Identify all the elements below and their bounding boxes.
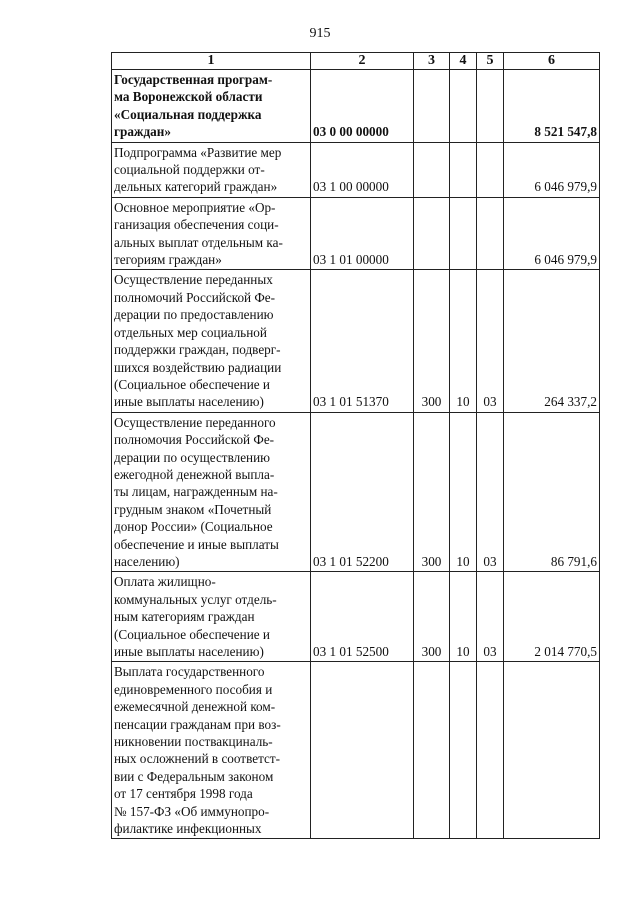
row-name-line: единовременного пособия и bbox=[114, 681, 273, 697]
row-name bbox=[112, 142, 311, 197]
row-name-line: полномочия Российской Фе- bbox=[114, 432, 275, 448]
row-name-line: коммунальных услуг отдель- bbox=[114, 591, 277, 607]
row-name-line: грудным знаком «Почетный bbox=[114, 501, 272, 517]
column-header-pr: 5 bbox=[477, 53, 504, 70]
row-name-line: вии с Федеральным законом bbox=[114, 768, 274, 784]
row-name-line: (Социальное обеспечение и bbox=[114, 626, 270, 642]
row-name-line: филактике инфекционных bbox=[114, 821, 262, 837]
row-name-line: отдельных мер социальной bbox=[114, 324, 267, 340]
row-vr bbox=[414, 662, 450, 839]
row-name bbox=[112, 197, 311, 270]
row-amount: 86 791,6 bbox=[504, 412, 600, 572]
row-rz: 10 bbox=[450, 572, 477, 662]
row-name-line: Осуществление переданных bbox=[114, 272, 273, 288]
row-vr: 300 bbox=[414, 412, 450, 572]
column-header-amount: 6 bbox=[504, 53, 600, 70]
table-row bbox=[112, 197, 600, 270]
row-amount: 2 014 770,5 bbox=[504, 572, 600, 662]
row-code: 03 0 00 00000 bbox=[311, 70, 414, 143]
row-name-line: пенсации гражданам при воз- bbox=[114, 716, 281, 732]
row-name-line: тегориям граждан» bbox=[114, 252, 222, 268]
row-amount: 6 046 979,9 bbox=[504, 142, 600, 197]
column-header-rz: 4 bbox=[450, 53, 477, 70]
row-name-line: дерации по предоставлению bbox=[114, 307, 274, 323]
row-name-line: «Социальная поддержка bbox=[114, 106, 262, 122]
row-name-line: ных осложнений в соответст- bbox=[114, 751, 281, 767]
row-name-line: ма Воронежской области bbox=[114, 89, 263, 105]
row-name-line: ежегодной денежной выпла- bbox=[114, 466, 275, 482]
header-row bbox=[112, 53, 600, 70]
row-rz bbox=[450, 662, 477, 839]
row-name bbox=[112, 662, 311, 839]
table-row bbox=[112, 142, 600, 197]
row-name-line: альных выплат отдельным ка- bbox=[114, 234, 283, 250]
row-code: 03 1 01 52200 bbox=[311, 412, 414, 572]
row-pr bbox=[477, 142, 504, 197]
table-row bbox=[112, 572, 600, 662]
column-header-code: 2 bbox=[311, 53, 414, 70]
row-rz bbox=[450, 142, 477, 197]
row-name-line: дерации по осуществлению bbox=[114, 449, 271, 465]
table-row bbox=[112, 70, 600, 143]
row-amount bbox=[504, 662, 600, 839]
row-name-line: Оплата жилищно- bbox=[114, 574, 216, 590]
row-name-line: иные выплаты населению) bbox=[114, 644, 264, 659]
row-amount: 6 046 979,9 bbox=[504, 197, 600, 270]
row-pr bbox=[477, 662, 504, 839]
row-name-line: населению) bbox=[114, 553, 180, 569]
row-code: 03 1 00 00000 bbox=[311, 142, 414, 197]
row-name bbox=[112, 412, 311, 572]
row-code: 03 1 01 00000 bbox=[311, 197, 414, 270]
column-header-name: 1 bbox=[112, 53, 311, 70]
row-name-line: шихся воздействию радиации bbox=[114, 359, 282, 375]
row-vr: 300 bbox=[414, 572, 450, 662]
row-code: 03 1 01 52500 bbox=[311, 572, 414, 662]
row-rz bbox=[450, 197, 477, 270]
row-vr bbox=[414, 197, 450, 270]
row-pr bbox=[477, 70, 504, 143]
row-vr bbox=[414, 142, 450, 197]
row-name-line: донор России» (Социальное bbox=[114, 519, 273, 535]
row-code: 03 1 01 51370 bbox=[311, 270, 414, 412]
row-rz bbox=[450, 70, 477, 143]
row-name-line: полномочий Российской Фе- bbox=[114, 289, 276, 305]
row-code bbox=[311, 662, 414, 839]
row-name-line: (Социальное обеспечение и bbox=[114, 376, 270, 392]
column-header-vr: 3 bbox=[414, 53, 450, 70]
row-amount: 8 521 547,8 bbox=[504, 70, 600, 143]
budget-table bbox=[111, 52, 600, 839]
table-row bbox=[112, 270, 600, 412]
row-name-line: Выплата государственного bbox=[114, 664, 265, 680]
row-name-line: № 157-ФЗ «Об иммунопро- bbox=[114, 803, 270, 819]
row-rz: 10 bbox=[450, 270, 477, 412]
row-vr: 300 bbox=[414, 270, 450, 412]
row-pr bbox=[477, 197, 504, 270]
row-name-line: дельных категорий граждан» bbox=[114, 179, 278, 195]
page-number: 915 bbox=[309, 26, 331, 41]
row-name bbox=[112, 70, 311, 143]
table-row bbox=[112, 412, 600, 572]
row-rz: 10 bbox=[450, 412, 477, 572]
row-pr: 03 bbox=[477, 412, 504, 572]
row-name-line: ежемесячной денежной ком- bbox=[114, 699, 276, 715]
row-name-line: никновении поствакциналь- bbox=[114, 734, 273, 750]
row-amount: 264 337,2 bbox=[504, 270, 600, 412]
row-name-line: Осуществление переданного bbox=[114, 414, 276, 430]
row-name-line: ным категориям граждан bbox=[114, 609, 255, 625]
row-name-line: Основное мероприятие «Ор- bbox=[114, 199, 276, 215]
row-name-line: ганизация обеспечения соци- bbox=[114, 217, 279, 233]
row-name-line: обеспечение и иные выплаты bbox=[114, 536, 279, 552]
row-name-line: ты лицам, награжденным на- bbox=[114, 484, 278, 500]
row-name-line: Подпрограмма «Развитие мер bbox=[114, 144, 282, 160]
row-name bbox=[112, 270, 311, 412]
table-row bbox=[112, 662, 600, 839]
row-vr bbox=[414, 70, 450, 143]
row-pr: 03 bbox=[477, 270, 504, 412]
row-name bbox=[112, 572, 311, 662]
row-pr: 03 bbox=[477, 572, 504, 662]
row-name-line: социальной поддержки от- bbox=[114, 162, 265, 178]
row-name-line: Государственная програм- bbox=[114, 72, 273, 87]
row-name-line: от 17 сентября 1998 года bbox=[114, 786, 253, 802]
row-name-line: иные выплаты населению) bbox=[114, 394, 264, 410]
row-name-line: граждан» bbox=[114, 124, 171, 140]
row-name-line: поддержки граждан, подверг- bbox=[114, 342, 281, 358]
